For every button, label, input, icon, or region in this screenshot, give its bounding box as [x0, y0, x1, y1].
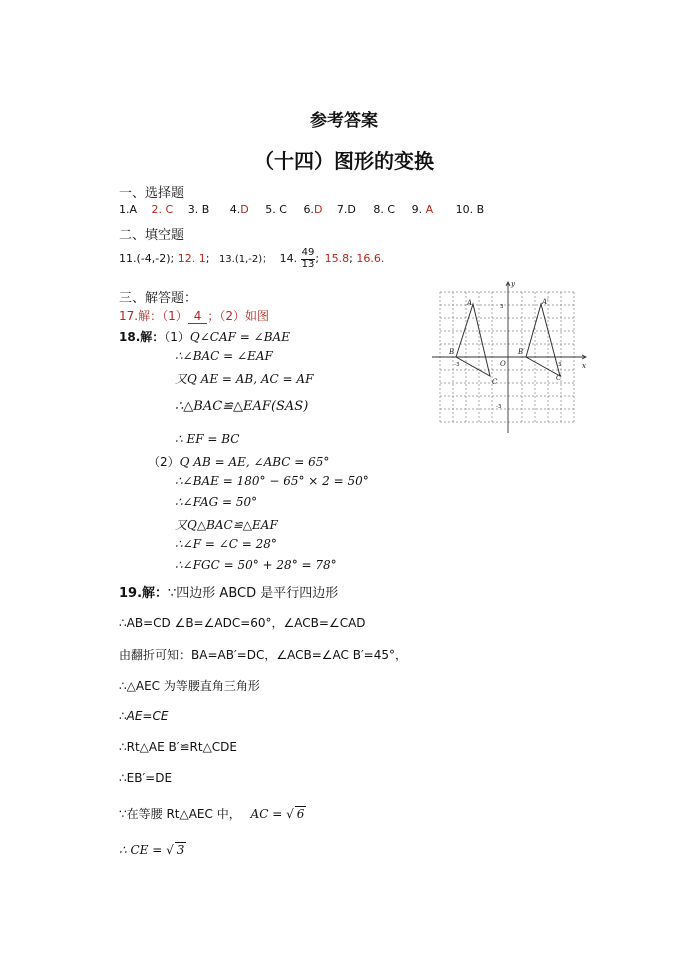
q18-line: 又Q△BAC≌△EAF	[175, 518, 278, 532]
q19-head-row	[119, 582, 338, 601]
choice-answers	[119, 203, 484, 216]
choice-answer: 2. C	[151, 203, 174, 216]
radicand: 6	[296, 807, 305, 821]
separator: ;	[205, 252, 210, 265]
fraction	[301, 248, 316, 270]
q19-line: ∴Rt△AE B′≌Rt△CDE	[119, 740, 237, 754]
q18-part2: （2）	[148, 455, 180, 469]
tick-neg3-x: -3	[454, 362, 460, 368]
q19-line: ∴△AEC 为等腰直角三角形	[119, 679, 260, 693]
fraction-denominator: 13	[301, 258, 315, 270]
fill-answer-12: 12. 1	[177, 252, 206, 265]
q17-prefix: 17.解：（1）	[119, 309, 188, 323]
fill-answer-16: 16.6.	[356, 252, 385, 265]
section-solve-label: 三、解答题：	[119, 291, 198, 306]
q18-line: 又Q AE = AB, AC = AF	[175, 372, 314, 386]
choice-answer: 5. C	[265, 203, 287, 216]
label-c: C	[492, 378, 498, 386]
label-c-prime: C	[556, 374, 562, 382]
coordinate-figure	[428, 278, 592, 436]
q19-equation: AC =	[250, 807, 283, 821]
q17-answer	[119, 307, 269, 324]
label-y-axis: y	[511, 280, 515, 288]
label-x-axis: x	[582, 362, 586, 370]
fill-answer-15: 15.8	[324, 252, 350, 265]
chapter-title: （十四）图形的变换	[254, 149, 434, 173]
label-b-prime: B′	[518, 348, 525, 356]
q19-line: ∴AB=CD ∠B=∠ADC=60°，∠ACB=∠CAD	[119, 616, 366, 630]
section-choice-label: 一、选择题	[119, 186, 185, 201]
choice-answer: 1.A	[119, 203, 138, 216]
q18-part1: （1）	[164, 330, 190, 344]
q18-head	[119, 328, 290, 345]
page-title: 参考答案	[310, 111, 378, 131]
q18-line: ∴∠F = ∠C = 28°	[175, 537, 277, 551]
label-b: B	[449, 348, 455, 356]
sqrt-sign: √	[166, 843, 174, 857]
q19-equation: ∴ CE =	[119, 843, 163, 857]
choice-answer-mark: D	[313, 203, 323, 216]
q18-line: ∴∠FAG = 50°	[175, 495, 258, 509]
fill-answer-13: 13.(1,-2)；	[218, 254, 273, 265]
tick-3-x: 3	[558, 362, 562, 368]
choice-answer: 10. B	[455, 203, 485, 216]
q18-line: ∴ EF = BC	[175, 432, 240, 446]
fill-answers	[119, 248, 384, 270]
label-a-prime: A′	[542, 298, 549, 306]
q19-label: 19.解：	[119, 586, 169, 601]
q18-line: ∴△BAC≌△EAF(SAS)	[175, 399, 309, 414]
separator: ;	[315, 252, 320, 265]
q18-line: ∴∠BAC = ∠EAF	[175, 349, 273, 363]
fill-answer-11: 11.(-4,-2);	[119, 252, 175, 265]
triangle-abc-prime	[526, 304, 560, 376]
label-origin: O	[500, 360, 506, 368]
tick-neg3-y: -3	[496, 404, 502, 410]
choice-answer: 7.D	[336, 203, 356, 216]
choice-answer: 9.	[411, 203, 426, 216]
choice-answer: 4.	[229, 203, 241, 216]
q18-line: ∴∠BAE = 180° − 65° × 2 = 50°	[175, 474, 369, 488]
q19-line	[119, 805, 306, 822]
sqrt-sign: √	[286, 807, 294, 821]
choice-answer: 8. C	[373, 203, 396, 216]
q18-line: ∴∠FGC = 50° + 28° = 78°	[175, 558, 337, 572]
separator: ;	[349, 252, 353, 265]
choice-answer: 6.	[303, 203, 314, 216]
q17-blank: 4	[188, 309, 208, 324]
fill-answer-14: 14.	[279, 252, 298, 265]
q19-line: ∴AE=CE	[119, 709, 169, 723]
q19-line: ∵四边形 ABCD 是平行四边形	[168, 586, 339, 601]
section-fill-label: 二、填空题	[119, 228, 185, 243]
q17-suffix: ；（2）如图	[207, 309, 270, 323]
tick-3-y: 3	[500, 304, 504, 310]
q19-line	[119, 843, 186, 857]
q18-line: Q AB = AE, ∠ABC = 65°	[179, 455, 330, 469]
choice-answer-mark: A	[425, 203, 434, 216]
choice-answer-mark: D	[240, 203, 249, 216]
triangle-abc	[456, 304, 490, 376]
axes	[432, 282, 586, 433]
q19-line: 由翻折可知：BA=AB′=DC，∠ACB=∠AC B′=45°，	[119, 648, 407, 662]
radicand: 3	[176, 843, 185, 857]
q18-part2-row	[148, 453, 329, 470]
choice-answer: 3. B	[187, 203, 210, 216]
label-a: A	[467, 299, 473, 307]
q19-line-text: ∵在等腰 Rt△AEC 中，	[119, 807, 241, 821]
q18-label: 18.解：	[119, 330, 165, 344]
q18-line: Q∠CAF = ∠BAE	[189, 330, 290, 344]
q19-line: ∴EB′=DE	[119, 771, 173, 785]
fraction-numerator: 49	[301, 247, 315, 258]
